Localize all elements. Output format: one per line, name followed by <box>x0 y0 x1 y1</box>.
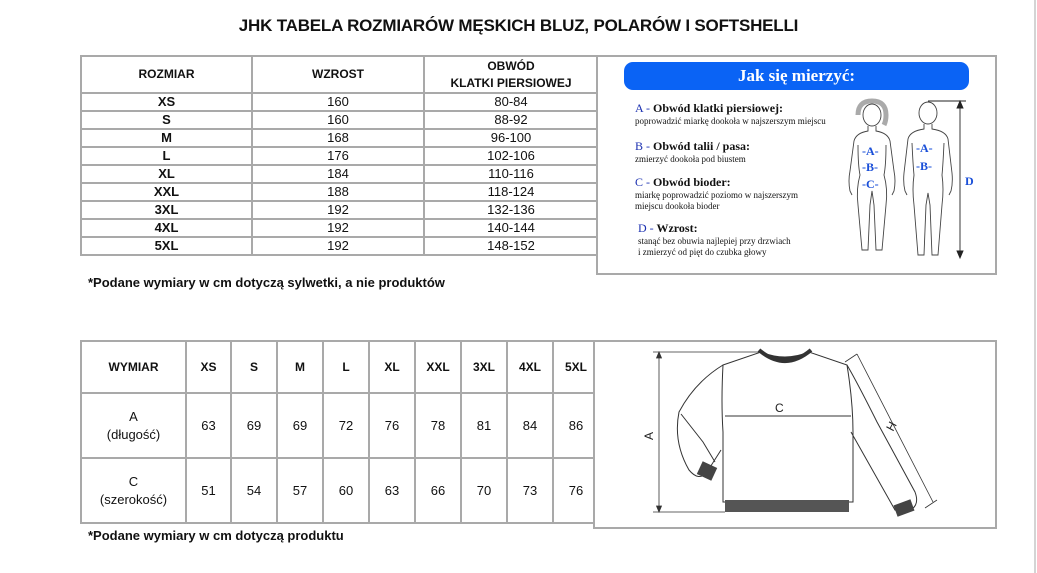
table-row <box>81 393 599 458</box>
figure-label-a-man: -A- <box>916 141 933 155</box>
dimension-code: A <box>129 408 138 424</box>
dimension-label-c: C <box>775 401 784 415</box>
header-wymiar: WYMIAR <box>81 341 186 393</box>
chest-cell: 80-84 <box>424 93 598 111</box>
value-cell: 70 <box>461 458 507 523</box>
value-cell: 57 <box>277 458 323 523</box>
value-cell: 72 <box>323 393 369 458</box>
value-cell: 73 <box>507 458 553 523</box>
measure-item-b <box>635 139 750 165</box>
page-title: JHK TABELA ROZMIARÓW MĘSKICH BLUZ, POLARÓW I SOFTSHELLI <box>238 16 799 35</box>
figure-label-d: D <box>965 174 974 188</box>
size-cell: 4XL <box>81 219 252 237</box>
sweater-left-cuff-icon <box>697 461 717 480</box>
header-wzrost: WZROST <box>252 56 424 93</box>
header-size-m: M <box>277 341 323 393</box>
header-size-xs: XS <box>186 341 231 393</box>
header-obwod-line1: OBWÓD <box>487 58 535 73</box>
chest-cell: 140-144 <box>424 219 598 237</box>
product-size-note: *Podane wymiary w cm dotyczą produktu <box>88 528 344 543</box>
measure-item-a <box>635 101 826 127</box>
height-cell: 160 <box>252 111 424 129</box>
header-obwod-line2: KLATKI PIERSIOWEJ <box>450 75 572 90</box>
height-arrow-icon <box>928 101 966 258</box>
size-cell: 5XL <box>81 237 252 255</box>
table-row <box>81 111 598 129</box>
height-cell: 176 <box>252 147 424 165</box>
chest-cell: 110-116 <box>424 165 598 183</box>
header-size-xl: XL <box>369 341 415 393</box>
header-size-xxl: XXL <box>415 341 461 393</box>
how-to-measure-panel <box>596 55 997 275</box>
dimension-label-cell <box>81 393 186 458</box>
measure-desc: poprowadzić miarkę dookoła w najszerszym miejscu <box>635 116 826 126</box>
table-row <box>81 183 598 201</box>
body-figures-illustration <box>838 95 978 267</box>
measure-desc: zmierzyć dookoła pod biustem <box>635 154 746 164</box>
dimension-label-h: H <box>883 419 900 434</box>
height-cell: 188 <box>252 183 424 201</box>
man-figure-icon <box>904 102 953 255</box>
dimension-label-a: A <box>642 431 656 440</box>
size-cell: XS <box>81 93 252 111</box>
header-size-5xl: 5XL <box>553 341 599 393</box>
page-edge-divider <box>1034 0 1036 573</box>
value-cell: 84 <box>507 393 553 458</box>
measure-desc: stanąć bez obuwia najlepiej przy drzwiach <box>638 236 791 246</box>
product-size-table <box>80 340 600 524</box>
dimension-code: C <box>128 473 139 489</box>
measure-letter: D - <box>638 221 654 235</box>
size-cell: XL <box>81 165 252 183</box>
measure-letter: B - <box>635 139 650 153</box>
height-cell: 184 <box>252 165 424 183</box>
chest-cell: 132-136 <box>424 201 598 219</box>
sweater-right-cuff-icon <box>893 499 914 516</box>
table-row <box>81 458 599 523</box>
table-row <box>81 129 598 147</box>
measure-title: Obwód bioder: <box>653 175 731 189</box>
sweater-illustration <box>595 342 995 527</box>
header-rozmiar: ROZMIAR <box>81 56 252 93</box>
measure-item-d <box>638 221 791 258</box>
table-header-row <box>81 56 598 93</box>
size-cell: XXL <box>81 183 252 201</box>
measure-desc: i zmierzyć od pięt do czubka głowy <box>638 247 767 257</box>
chest-cell: 118-124 <box>424 183 598 201</box>
dimension-label-cell <box>81 458 186 523</box>
value-cell: 69 <box>231 393 277 458</box>
header-size-4xl: 4XL <box>507 341 553 393</box>
header-size-s: S <box>231 341 277 393</box>
size-cell: L <box>81 147 252 165</box>
header-obwod <box>424 56 598 93</box>
table-header-row <box>81 341 599 393</box>
body-size-note: *Podane wymiary w cm dotyczą sylwetki, a nie produktów <box>88 275 445 290</box>
chest-cell: 148-152 <box>424 237 598 255</box>
height-cell: 192 <box>252 201 424 219</box>
table-row <box>81 93 598 111</box>
value-cell: 78 <box>415 393 461 458</box>
table-row <box>81 237 598 255</box>
value-cell: 60 <box>323 458 369 523</box>
sweater-diagram-panel <box>593 340 997 529</box>
measure-letter: A - <box>635 101 650 115</box>
value-cell: 63 <box>369 458 415 523</box>
dimension-name: (długość) <box>106 426 161 442</box>
measure-item-c <box>635 175 798 212</box>
table-row <box>81 147 598 165</box>
value-cell: 66 <box>415 458 461 523</box>
size-cell: 3XL <box>81 201 252 219</box>
table-row <box>81 165 598 183</box>
figure-label-b: -B- <box>862 160 879 174</box>
height-cell: 192 <box>252 219 424 237</box>
figure-label-a: -A- <box>862 144 879 158</box>
measure-desc: miejscu dookoła bioder <box>635 201 720 211</box>
size-cell: S <box>81 111 252 129</box>
value-cell: 51 <box>186 458 231 523</box>
measure-title: Obwód talii / pasa: <box>653 139 751 153</box>
chest-cell: 102-106 <box>424 147 598 165</box>
measure-title: Obwód klatki piersiowej: <box>653 101 784 115</box>
table-row <box>81 219 598 237</box>
size-cell: M <box>81 129 252 147</box>
chest-cell: 96-100 <box>424 129 598 147</box>
height-cell: 168 <box>252 129 424 147</box>
figure-label-c: -C- <box>862 177 879 191</box>
measure-title: Wzrost: <box>656 221 698 235</box>
dimension-name: (szerokość) <box>99 491 168 507</box>
value-cell: 76 <box>369 393 415 458</box>
value-cell: 81 <box>461 393 507 458</box>
chest-cell: 88-92 <box>424 111 598 129</box>
how-to-measure-heading: Jak się mierzyć: <box>624 62 969 90</box>
height-cell: 192 <box>252 237 424 255</box>
measure-letter: C - <box>635 175 650 189</box>
body-size-table <box>80 55 599 256</box>
height-cell: 160 <box>252 93 424 111</box>
measure-desc: miarkę poprowadzić poziomo w najszerszym <box>635 190 798 200</box>
sweater-waistband-icon <box>725 500 849 512</box>
value-cell: 69 <box>277 393 323 458</box>
value-cell: 86 <box>553 393 599 458</box>
sweater-outline-icon <box>677 352 916 512</box>
value-cell: 63 <box>186 393 231 458</box>
header-size-l: L <box>323 341 369 393</box>
header-size-3xl: 3XL <box>461 341 507 393</box>
woman-figure-icon <box>849 101 895 250</box>
value-cell: 54 <box>231 458 277 523</box>
value-cell: 76 <box>553 458 599 523</box>
table-row <box>81 201 598 219</box>
figure-label-b-man: -B- <box>916 159 933 173</box>
